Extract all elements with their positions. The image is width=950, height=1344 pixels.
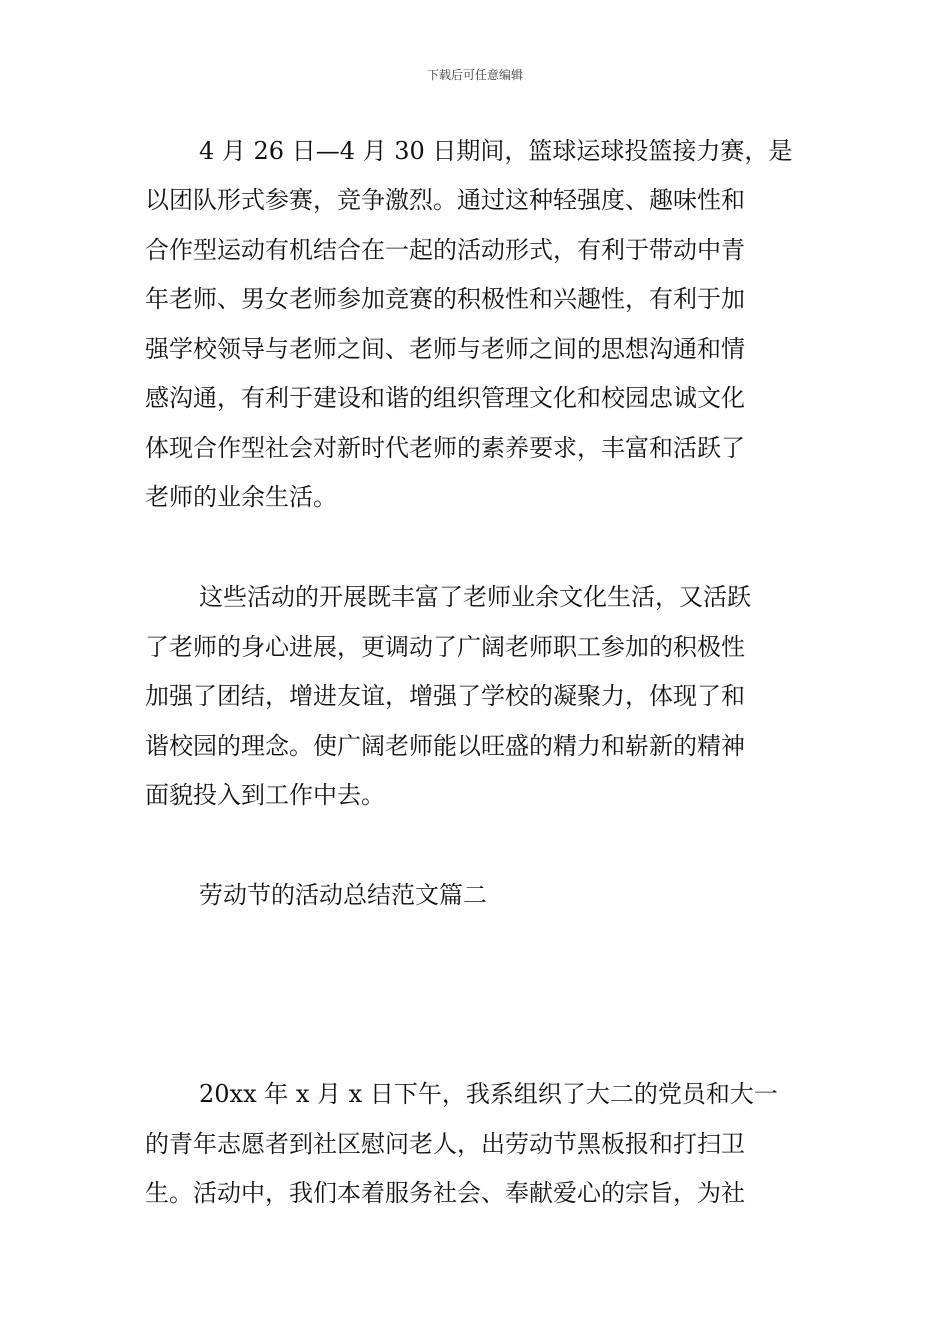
text-line: 强学校领导与老师之间、老师与老师之间的思想沟通和情 xyxy=(145,335,745,363)
text-line: 20xx 年 x 月 x 日下午，我系组织了大二的党员和大一 xyxy=(199,1080,778,1108)
text-line: 加强了团结，增进友谊，增强了学校的凝聚力，体现了和 xyxy=(145,682,745,710)
text-line: 谐校园的理念。使广阔老师能以旺盛的精力和崭新的精神 xyxy=(145,732,745,760)
text-line: 4 月 26 日—4 月 30 日期间，篮球运球投篮接力赛，是 xyxy=(199,137,793,165)
text-line: 以团队形式参赛，竞争激烈。通过这种轻强度、趣味性和 xyxy=(145,186,745,214)
text-line: 体现合作型社会对新时代老师的素养要求，丰富和活跃了 xyxy=(145,434,745,462)
text-line: 的青年志愿者到社区慰问老人，出劳动节黑板报和打扫卫 xyxy=(145,1130,745,1158)
header-note: 下载后可任意编辑 xyxy=(426,68,523,82)
text-line: 感沟通，有利于建设和谐的组织管理文化和校园忠诚文化 xyxy=(145,384,745,412)
text-line: 年老师、男女老师参加竞赛的积极性和兴趣性，有利于加 xyxy=(145,285,745,313)
text-line: 生。活动中，我们本着服务社会、奉献爱心的宗旨，为社 xyxy=(145,1179,745,1207)
text-line: 面貌投入到工作中去。 xyxy=(145,781,385,809)
text-line: 老师的业余生活。 xyxy=(145,483,337,511)
text-line: 了老师的身心进展，更调动了广阔老师职工参加的积极性 xyxy=(145,633,745,661)
text-line: 合作型运动有机结合在一起的活动形式，有利于带动中青 xyxy=(145,236,745,264)
section-heading: 劳动节的活动总结范文篇二 xyxy=(199,881,487,909)
text-line: 这些活动的开展既丰富了老师业余文化生活，又活跃 xyxy=(199,583,751,611)
